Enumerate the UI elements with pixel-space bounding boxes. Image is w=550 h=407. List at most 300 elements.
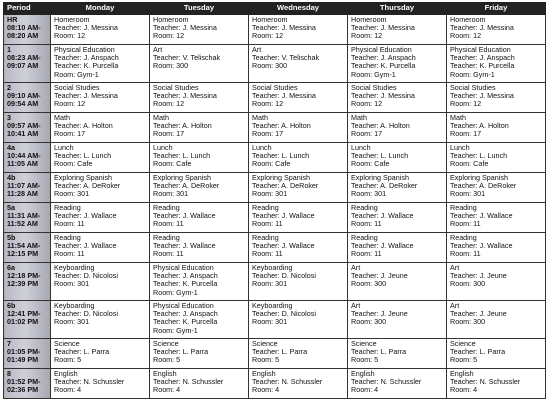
class-teacher: Teacher: A. DeRoker bbox=[54, 182, 121, 191]
period-time: 01:52 PM- bbox=[7, 378, 41, 387]
period-time: 01:49 PM bbox=[7, 356, 39, 365]
class-cell bbox=[150, 301, 249, 339]
class-subject: Science bbox=[450, 340, 476, 348]
schedule-row bbox=[4, 369, 546, 399]
class-cell bbox=[150, 173, 249, 203]
class-room: Room: 4 bbox=[153, 386, 181, 395]
class-teacher: Teacher: K. Purcella bbox=[153, 318, 218, 327]
class-cell bbox=[348, 369, 447, 399]
class-teacher: Teacher: J. Messina bbox=[450, 92, 514, 101]
period-number: 6a bbox=[7, 264, 15, 272]
class-room: Room: Cafe bbox=[54, 160, 93, 169]
class-subject: Art bbox=[153, 46, 163, 54]
class-teacher: Teacher: A. DeRoker bbox=[153, 182, 220, 191]
period-time: 09:54 AM bbox=[7, 100, 39, 109]
class-room: Room: 301 bbox=[54, 280, 90, 289]
class-teacher: Teacher: A. Holton bbox=[54, 122, 113, 131]
class-room: Room: 12 bbox=[252, 100, 284, 109]
class-cell bbox=[447, 173, 546, 203]
period-number: 8 bbox=[7, 370, 11, 378]
class-room: Room: 5 bbox=[450, 356, 478, 365]
class-cell bbox=[447, 15, 546, 45]
class-teacher: Teacher: A. Holton bbox=[351, 122, 410, 131]
class-teacher: Teacher: J. Jeune bbox=[450, 272, 507, 281]
period-cell bbox=[4, 263, 51, 301]
class-room: Room: 11 bbox=[54, 250, 85, 259]
class-cell bbox=[51, 339, 150, 369]
class-room: Room: 12 bbox=[54, 32, 86, 41]
class-room: Room: 12 bbox=[450, 100, 482, 109]
class-teacher: Teacher: K. Purcella bbox=[450, 62, 515, 71]
class-teacher: Teacher: J. Anspach bbox=[54, 54, 119, 63]
class-teacher: Teacher: D. Nicolosi bbox=[252, 310, 316, 319]
class-cell bbox=[447, 83, 546, 113]
class-cell bbox=[447, 369, 546, 399]
class-room: Room: 12 bbox=[54, 100, 86, 109]
class-cell bbox=[150, 83, 249, 113]
class-teacher: Teacher: J. Messina bbox=[153, 24, 217, 33]
class-room: Room: 301 bbox=[153, 190, 189, 199]
class-room: Room: Gym-1 bbox=[450, 70, 495, 79]
class-subject: Physical Education bbox=[450, 46, 511, 54]
class-room: Room: 12 bbox=[153, 32, 185, 41]
class-room: Room: Gym-1 bbox=[153, 288, 198, 297]
class-subject: Homeroom bbox=[54, 16, 90, 24]
class-teacher: Teacher: J. Wallace bbox=[450, 212, 513, 221]
class-subject: Lunch bbox=[252, 144, 272, 152]
class-room: Room: 301 bbox=[252, 190, 288, 199]
class-subject: Science bbox=[351, 340, 377, 348]
class-room: Room: 301 bbox=[252, 280, 288, 289]
schedule-row bbox=[4, 45, 546, 83]
class-subject: Exploring Spanish bbox=[54, 174, 112, 182]
class-teacher: Teacher: J. Anspach bbox=[450, 54, 515, 63]
class-subject: Reading bbox=[54, 204, 81, 212]
class-subject: Exploring Spanish bbox=[252, 174, 310, 182]
period-cell bbox=[4, 233, 51, 263]
period-time: 08:23 AM- bbox=[7, 54, 41, 63]
class-teacher: Teacher: K. Purcella bbox=[153, 280, 218, 289]
class-room: Room: 11 bbox=[252, 250, 283, 259]
class-room: Room: 301 bbox=[351, 190, 387, 199]
class-subject: Science bbox=[153, 340, 179, 348]
class-subject: Reading bbox=[351, 204, 378, 212]
class-cell bbox=[447, 233, 546, 263]
class-teacher: Teacher: K. Purcella bbox=[54, 62, 119, 71]
class-subject: Physical Education bbox=[153, 264, 214, 272]
class-room: Room: 12 bbox=[153, 100, 185, 109]
class-room: Room: 17 bbox=[252, 130, 284, 139]
schedule-row bbox=[4, 339, 546, 369]
class-cell bbox=[249, 45, 348, 83]
schedule-row bbox=[4, 203, 546, 233]
class-room: Room: 300 bbox=[252, 62, 288, 71]
class-cell bbox=[348, 339, 447, 369]
period-cell bbox=[4, 203, 51, 233]
period-time: 12:39 PM bbox=[7, 280, 39, 289]
class-teacher: Teacher: L. Parra bbox=[450, 348, 506, 357]
class-teacher: Teacher: J. Wallace bbox=[54, 242, 117, 251]
class-cell bbox=[348, 45, 447, 83]
schedule-row bbox=[4, 15, 546, 45]
class-room: Room: 11 bbox=[351, 220, 382, 229]
class-cell bbox=[150, 339, 249, 369]
class-subject: Math bbox=[450, 114, 466, 122]
class-teacher: Teacher: J. Anspach bbox=[153, 310, 218, 319]
class-cell bbox=[249, 83, 348, 113]
class-subject: English bbox=[351, 370, 375, 378]
class-subject: English bbox=[54, 370, 78, 378]
class-teacher: Teacher: J. Messina bbox=[54, 92, 118, 101]
class-teacher: Teacher: L. Parra bbox=[54, 348, 110, 357]
class-subject: Social Studies bbox=[153, 84, 199, 92]
period-cell bbox=[4, 45, 51, 83]
class-subject: English bbox=[153, 370, 177, 378]
period-number: 5b bbox=[7, 234, 16, 242]
class-subject: Lunch bbox=[153, 144, 173, 152]
class-cell bbox=[447, 203, 546, 233]
period-number: HR bbox=[7, 16, 18, 24]
class-cell bbox=[51, 15, 150, 45]
class-teacher: Teacher: J. Wallace bbox=[252, 212, 315, 221]
class-teacher: Teacher: K. Purcella bbox=[351, 62, 416, 71]
class-room: Room: Gym-1 bbox=[54, 70, 99, 79]
class-room: Room: Gym-1 bbox=[351, 70, 396, 79]
class-teacher: Teacher: A. Holton bbox=[252, 122, 311, 131]
class-room: Room: 11 bbox=[153, 220, 184, 229]
class-cell bbox=[150, 369, 249, 399]
class-cell bbox=[348, 203, 447, 233]
class-teacher: Teacher: L. Parra bbox=[252, 348, 308, 357]
schedule-row bbox=[4, 263, 546, 301]
class-teacher: Teacher: A. Holton bbox=[153, 122, 212, 131]
class-teacher: Teacher: A. DeRoker bbox=[351, 182, 418, 191]
class-teacher: Teacher: J. Jeune bbox=[351, 310, 408, 319]
class-teacher: Teacher: J. Wallace bbox=[351, 212, 414, 221]
class-room: Room: 12 bbox=[252, 32, 284, 41]
class-room: Room: 17 bbox=[54, 130, 86, 139]
period-number: 6b bbox=[7, 302, 16, 310]
class-teacher: Teacher: L. Parra bbox=[153, 348, 209, 357]
period-number: 7 bbox=[7, 340, 11, 348]
class-cell bbox=[447, 143, 546, 173]
class-subject: Lunch bbox=[351, 144, 371, 152]
period-cell bbox=[4, 113, 51, 143]
class-cell bbox=[249, 301, 348, 339]
class-subject: Homeroom bbox=[351, 16, 387, 24]
class-subject: Homeroom bbox=[450, 16, 486, 24]
class-teacher: Teacher: D. Nicolosi bbox=[54, 272, 118, 281]
class-teacher: Teacher: J. Messina bbox=[54, 24, 118, 33]
header-thursday: Thursday bbox=[348, 3, 447, 15]
class-teacher: Teacher: V. Telischak bbox=[153, 54, 221, 63]
class-subject: Reading bbox=[450, 204, 477, 212]
period-time: 02:36 PM bbox=[7, 386, 39, 395]
class-teacher: Teacher: A. DeRoker bbox=[450, 182, 517, 191]
class-teacher: Teacher: J. Messina bbox=[153, 92, 217, 101]
class-cell bbox=[447, 263, 546, 301]
class-subject: Reading bbox=[153, 234, 180, 242]
class-cell bbox=[249, 143, 348, 173]
class-subject: Exploring Spanish bbox=[450, 174, 508, 182]
class-cell bbox=[51, 301, 150, 339]
class-room: Room: 300 bbox=[450, 280, 486, 289]
class-room: Room: 17 bbox=[153, 130, 185, 139]
class-subject: Physical Education bbox=[153, 302, 214, 310]
class-subject: Keyboarding bbox=[54, 264, 95, 272]
period-time: 11:31 AM- bbox=[7, 212, 41, 221]
class-cell bbox=[348, 143, 447, 173]
period-time: 09:57 AM- bbox=[7, 122, 41, 131]
class-teacher: Teacher: A. Holton bbox=[450, 122, 509, 131]
period-time: 12:15 PM bbox=[7, 250, 39, 259]
class-teacher: Teacher: J. Messina bbox=[252, 24, 316, 33]
header-friday: Friday bbox=[447, 3, 546, 15]
class-subject: Math bbox=[252, 114, 268, 122]
class-room: Room: Cafe bbox=[351, 160, 390, 169]
class-cell bbox=[447, 45, 546, 83]
class-teacher: Teacher: J. Anspach bbox=[351, 54, 416, 63]
class-room: Room: 12 bbox=[450, 32, 482, 41]
class-room: Room: 12 bbox=[351, 100, 383, 109]
class-subject: Math bbox=[153, 114, 169, 122]
class-room: Room: 4 bbox=[252, 386, 280, 395]
class-cell bbox=[51, 203, 150, 233]
class-teacher: Teacher: L. Lunch bbox=[54, 152, 112, 161]
class-room: Room: Cafe bbox=[153, 160, 192, 169]
schedule-row bbox=[4, 233, 546, 263]
schedule-row bbox=[4, 173, 546, 203]
period-time: 01:02 PM bbox=[7, 318, 39, 327]
schedule-row bbox=[4, 113, 546, 143]
class-subject: Science bbox=[252, 340, 278, 348]
period-cell bbox=[4, 369, 51, 399]
class-subject: Art bbox=[450, 302, 460, 310]
class-subject: Reading bbox=[252, 204, 279, 212]
class-teacher: Teacher: J. Wallace bbox=[351, 242, 414, 251]
class-teacher: Teacher: J. Messina bbox=[450, 24, 514, 33]
class-subject: Social Studies bbox=[351, 84, 397, 92]
class-subject: Physical Education bbox=[54, 46, 115, 54]
class-subject: Math bbox=[351, 114, 367, 122]
period-cell bbox=[4, 83, 51, 113]
header-monday: Monday bbox=[51, 3, 150, 15]
class-cell bbox=[150, 233, 249, 263]
class-cell bbox=[249, 369, 348, 399]
class-teacher: Teacher: N. Schussler bbox=[54, 378, 125, 387]
class-cell bbox=[348, 263, 447, 301]
class-room: Room: Cafe bbox=[450, 160, 489, 169]
class-room: Room: 4 bbox=[54, 386, 82, 395]
class-subject: Homeroom bbox=[252, 16, 288, 24]
class-cell bbox=[348, 173, 447, 203]
schedule-row bbox=[4, 83, 546, 113]
class-cell bbox=[447, 113, 546, 143]
period-time: 12:41 PM- bbox=[7, 310, 41, 319]
class-teacher: Teacher: L. Lunch bbox=[252, 152, 310, 161]
class-room: Room: 11 bbox=[54, 220, 85, 229]
class-teacher: Teacher: N. Schussler bbox=[351, 378, 422, 387]
class-cell bbox=[348, 113, 447, 143]
period-cell bbox=[4, 173, 51, 203]
class-cell bbox=[249, 263, 348, 301]
period-time: 11:52 AM bbox=[7, 220, 38, 229]
class-room: Room: Cafe bbox=[252, 160, 291, 169]
period-number: 1 bbox=[7, 46, 11, 54]
class-cell bbox=[51, 369, 150, 399]
class-subject: Art bbox=[252, 46, 262, 54]
class-subject: Reading bbox=[351, 234, 378, 242]
class-subject: Reading bbox=[54, 234, 81, 242]
class-cell bbox=[51, 263, 150, 301]
class-subject: Exploring Spanish bbox=[153, 174, 211, 182]
class-subject: Reading bbox=[252, 234, 279, 242]
class-schedule-table bbox=[3, 2, 546, 399]
class-subject: Keyboarding bbox=[252, 264, 293, 272]
class-room: Room: 17 bbox=[450, 130, 482, 139]
class-room: Room: 5 bbox=[54, 356, 82, 365]
class-teacher: Teacher: L. Lunch bbox=[153, 152, 211, 161]
period-time: 11:28 AM bbox=[7, 190, 38, 199]
class-cell bbox=[51, 173, 150, 203]
period-cell bbox=[4, 301, 51, 339]
class-cell bbox=[150, 143, 249, 173]
period-time: 09:10 AM- bbox=[7, 92, 41, 101]
class-subject: English bbox=[252, 370, 276, 378]
class-teacher: Teacher: J. Wallace bbox=[54, 212, 117, 221]
header-tuesday: Tuesday bbox=[150, 3, 249, 15]
period-cell bbox=[4, 143, 51, 173]
class-room: Room: 301 bbox=[252, 318, 288, 327]
class-room: Room: 301 bbox=[54, 190, 90, 199]
class-subject: Lunch bbox=[54, 144, 74, 152]
class-room: Room: 5 bbox=[351, 356, 379, 365]
period-time: 11:07 AM- bbox=[7, 182, 41, 191]
period-number: 4b bbox=[7, 174, 16, 182]
class-teacher: Teacher: J. Anspach bbox=[153, 272, 218, 281]
class-cell bbox=[150, 263, 249, 301]
class-subject: Social Studies bbox=[450, 84, 496, 92]
class-teacher: Teacher: L. Lunch bbox=[450, 152, 508, 161]
period-number: 2 bbox=[7, 84, 11, 92]
class-cell bbox=[249, 15, 348, 45]
class-room: Room: 301 bbox=[54, 318, 90, 327]
class-room: Room: 4 bbox=[351, 386, 379, 395]
period-time: 10:41 AM bbox=[7, 130, 39, 139]
period-number: 3 bbox=[7, 114, 11, 122]
class-room: Room: 11 bbox=[450, 250, 481, 259]
class-teacher: Teacher: J. Jeune bbox=[351, 272, 408, 281]
class-cell bbox=[447, 339, 546, 369]
class-subject: Lunch bbox=[450, 144, 470, 152]
class-subject: Exploring Spanish bbox=[351, 174, 409, 182]
class-teacher: Teacher: L. Lunch bbox=[351, 152, 409, 161]
class-teacher: Teacher: J. Messina bbox=[351, 24, 415, 33]
class-room: Room: 12 bbox=[351, 32, 383, 41]
period-time: 10:44 AM- bbox=[7, 152, 41, 161]
class-subject: Math bbox=[54, 114, 70, 122]
class-teacher: Teacher: J. Messina bbox=[351, 92, 415, 101]
class-teacher: Teacher: L. Parra bbox=[351, 348, 407, 357]
class-subject: Social Studies bbox=[252, 84, 298, 92]
class-subject: English bbox=[450, 370, 474, 378]
class-cell bbox=[150, 203, 249, 233]
period-number: 5a bbox=[7, 204, 15, 212]
period-time: 12:18 PM- bbox=[7, 272, 41, 281]
class-cell bbox=[249, 233, 348, 263]
class-subject: Reading bbox=[153, 204, 180, 212]
period-number: 4a bbox=[7, 144, 15, 152]
class-teacher: Teacher: N. Schussler bbox=[450, 378, 521, 387]
period-time: 01:05 PM- bbox=[7, 348, 41, 357]
schedule-row bbox=[4, 143, 546, 173]
class-room: Room: 300 bbox=[153, 62, 189, 71]
class-teacher: Teacher: N. Schussler bbox=[153, 378, 224, 387]
header-period: Period bbox=[4, 3, 51, 15]
class-teacher: Teacher: J. Wallace bbox=[252, 242, 315, 251]
class-cell bbox=[150, 15, 249, 45]
class-cell bbox=[249, 173, 348, 203]
class-teacher: Teacher: N. Schussler bbox=[252, 378, 323, 387]
class-subject: Keyboarding bbox=[252, 302, 293, 310]
class-subject: Art bbox=[351, 302, 361, 310]
header-wednesday: Wednesday bbox=[249, 3, 348, 15]
class-teacher: Teacher: J. Wallace bbox=[153, 212, 216, 221]
class-subject: Physical Education bbox=[351, 46, 412, 54]
header-row bbox=[4, 3, 546, 15]
class-teacher: Teacher: J. Messina bbox=[252, 92, 316, 101]
period-time: 11:05 AM bbox=[7, 160, 38, 169]
class-subject: Homeroom bbox=[153, 16, 189, 24]
period-cell bbox=[4, 15, 51, 45]
period-time: 11:54 AM- bbox=[7, 242, 41, 251]
class-subject: Art bbox=[450, 264, 460, 272]
class-room: Room: 301 bbox=[450, 190, 486, 199]
class-cell bbox=[51, 45, 150, 83]
class-teacher: Teacher: J. Wallace bbox=[450, 242, 513, 251]
class-room: Room: 17 bbox=[351, 130, 383, 139]
class-cell bbox=[150, 45, 249, 83]
class-cell bbox=[150, 113, 249, 143]
class-subject: Reading bbox=[450, 234, 477, 242]
period-cell bbox=[4, 339, 51, 369]
class-room: Room: 4 bbox=[450, 386, 478, 395]
class-cell bbox=[447, 301, 546, 339]
class-room: Room: 11 bbox=[450, 220, 481, 229]
class-cell bbox=[348, 15, 447, 45]
class-cell bbox=[249, 339, 348, 369]
class-subject: Keyboarding bbox=[54, 302, 95, 310]
class-room: Room: 11 bbox=[252, 220, 283, 229]
period-time: 08:20 AM bbox=[7, 32, 39, 41]
class-teacher: Teacher: J. Wallace bbox=[153, 242, 216, 251]
period-time: 08:10 AM- bbox=[7, 24, 41, 33]
class-cell bbox=[51, 83, 150, 113]
class-cell bbox=[249, 203, 348, 233]
class-room: Room: 300 bbox=[450, 318, 486, 327]
class-room: Room: 11 bbox=[153, 250, 184, 259]
class-cell bbox=[249, 113, 348, 143]
period-time: 09:07 AM bbox=[7, 62, 39, 71]
class-room: Room: 300 bbox=[351, 280, 387, 289]
class-room: Room: Gym-1 bbox=[153, 326, 198, 335]
class-cell bbox=[348, 83, 447, 113]
class-subject: Art bbox=[351, 264, 361, 272]
class-subject: Science bbox=[54, 340, 80, 348]
class-cell bbox=[348, 233, 447, 263]
class-teacher: Teacher: D. Nicolosi bbox=[54, 310, 118, 319]
schedule-row bbox=[4, 301, 546, 339]
